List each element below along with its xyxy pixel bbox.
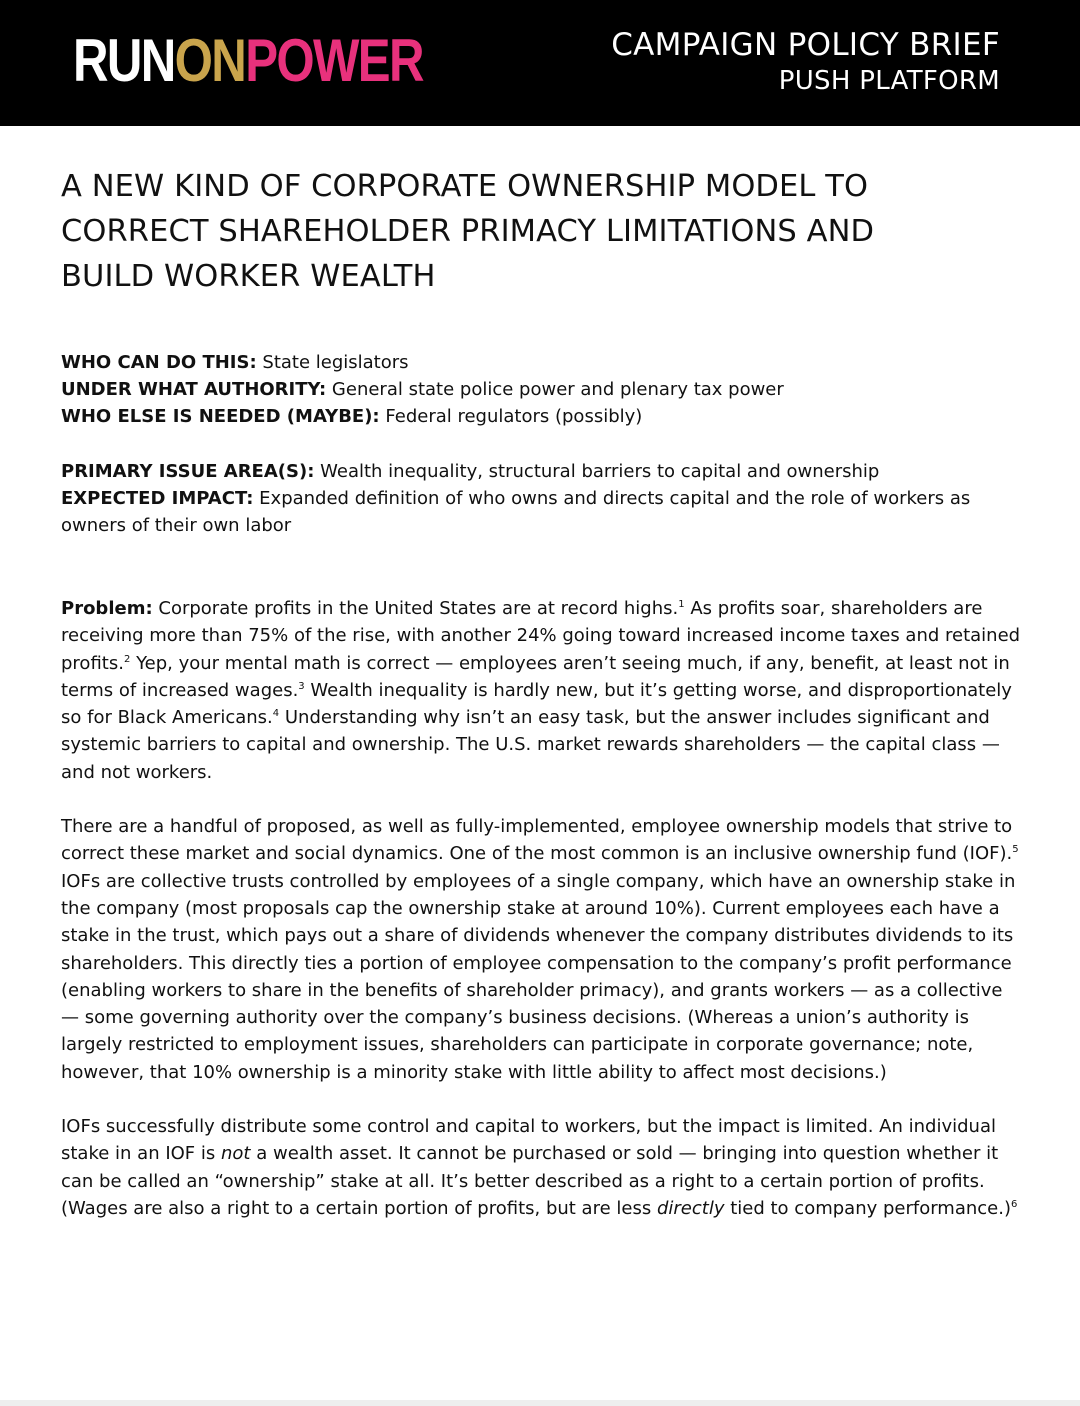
logo-part-on: ON <box>174 27 246 94</box>
meta-value: Expanded definition of who owns and directs capital and the role of workers as owners of their own labor <box>61 488 971 536</box>
sentence: Understanding why isn’t an easy task, but the answer includes significant and systemic barriers to capital and ownership. The U.S. market rewards shareholders — the capital class — and not workers. <box>61 707 1000 783</box>
sentence: IOFs successfully distribute some control and capital to workers, but the impact is limited. An individual stake in an IOF is <box>61 1116 996 1165</box>
sentence: There are a handful of proposed, as well as fully-implemented, employee ownership models that strive to correct these market and social dynamics. One of the most common is an inclusive ownership fund (IOF). <box>61 816 1013 865</box>
meta-label: WHO ELSE IS NEEDED (MAYBE): <box>61 406 380 427</box>
title-line: BUILD WORKER WEALTH <box>61 259 436 294</box>
emphasis: directly <box>656 1197 725 1219</box>
sentence: Wealth inequality is hardly new, but it’s getting worse, and disproportionately so for Black Americans. <box>61 679 1012 729</box>
title-line: A NEW KIND OF CORPORATE OWNERSHIP MODEL TO <box>61 169 869 204</box>
meta-group-who <box>61 349 1021 430</box>
footnote-ref[interactable]: 3 <box>298 680 305 692</box>
meta-issue-area <box>61 458 1021 485</box>
footnote-ref[interactable]: 6 <box>1011 1198 1018 1210</box>
problem-label: Problem: <box>61 598 153 619</box>
header-subtitle: PUSH PLATFORM <box>778 66 1000 96</box>
meta-label: EXPECTED IMPACT: <box>61 488 254 509</box>
meta-value: Wealth inequality, structural barriers to capital and ownership <box>320 461 880 482</box>
logo-part-power: POWER <box>245 27 423 94</box>
meta-who-can <box>61 349 1021 376</box>
header-right <box>611 26 1000 98</box>
title-line: CORRECT SHAREHOLDER PRIMACY LIMITATIONS AND <box>61 214 875 249</box>
meta-who-else <box>61 403 1021 430</box>
sentence: IOFs are collective trusts controlled by employees of a single company, which have an ownership stake in the company (most proposals cap the ownership stake at around 10%). Current employees each have a stake in the trust, which pays out a share of dividends whenever the company distributes dividends to its shareholders. This directly ties a portion of employee compensation to the company’s profit performance (enabling workers to share in the benefits of shareholder primacy), and grants workers — as a collective — some governing authority over the company’s business decisions. (Whereas a union’s authority is largely restricted to employment issues, shareholders can participate in corporate governance; note, however, that 10% ownership is a minority stake with little ability to affect most decisions.) <box>61 870 1016 1083</box>
page-bottom-edge <box>0 1400 1080 1406</box>
emphasis: not <box>221 1143 251 1165</box>
header-bar <box>0 0 1080 126</box>
sentence: As profits soar, shareholders are receiving more than 75% of the rise, with another 24% going toward increased income taxes and retained profits. <box>61 598 1021 674</box>
meta-label: PRIMARY ISSUE AREA(S): <box>61 461 315 482</box>
meta-expected-impact <box>61 485 1021 539</box>
runonpower-logo <box>73 28 423 94</box>
meta-value: State legislators <box>262 352 409 373</box>
meta-group-issue <box>61 458 1021 539</box>
header-title: CAMPAIGN POLICY BRIEF <box>611 27 1000 63</box>
meta-label: WHO CAN DO THIS: <box>61 352 257 373</box>
meta-label: UNDER WHAT AUTHORITY: <box>61 379 327 400</box>
paragraph-iof-limits <box>61 1113 1021 1222</box>
meta-authority <box>61 376 1021 403</box>
sentence: a wealth asset. It cannot be purchased or sold — bringing into question whether it can be called an “ownership” stake at all. It’s better described as a right to a certain portion of profits. (Wages are also a right to a certain portion of profits, but are less <box>61 1143 999 1219</box>
paragraph-problem <box>61 595 1021 786</box>
footnote-ref[interactable]: 4 <box>272 708 280 720</box>
footnote-ref[interactable]: 1 <box>678 599 685 610</box>
sentence: Corporate profits in the United States are at record highs. <box>158 598 679 619</box>
logo-part-run: RUN <box>73 27 175 94</box>
sentence: Yep, your mental math is correct — employees aren’t seeing much, if any, benefit, at least not in terms of increased wages. <box>61 652 1010 701</box>
meta-value: General state police power and plenary tax power <box>331 379 784 400</box>
footnote-ref[interactable]: 2 <box>123 653 131 665</box>
body-text <box>61 595 1021 1249</box>
sentence: tied to company performance.) <box>730 1197 1011 1219</box>
footnote-ref[interactable]: 5 <box>1012 844 1019 856</box>
document-title <box>61 164 1021 299</box>
paragraph-iof-intro <box>61 813 1021 1086</box>
meta-value: Federal regulators (possibly) <box>385 406 643 427</box>
